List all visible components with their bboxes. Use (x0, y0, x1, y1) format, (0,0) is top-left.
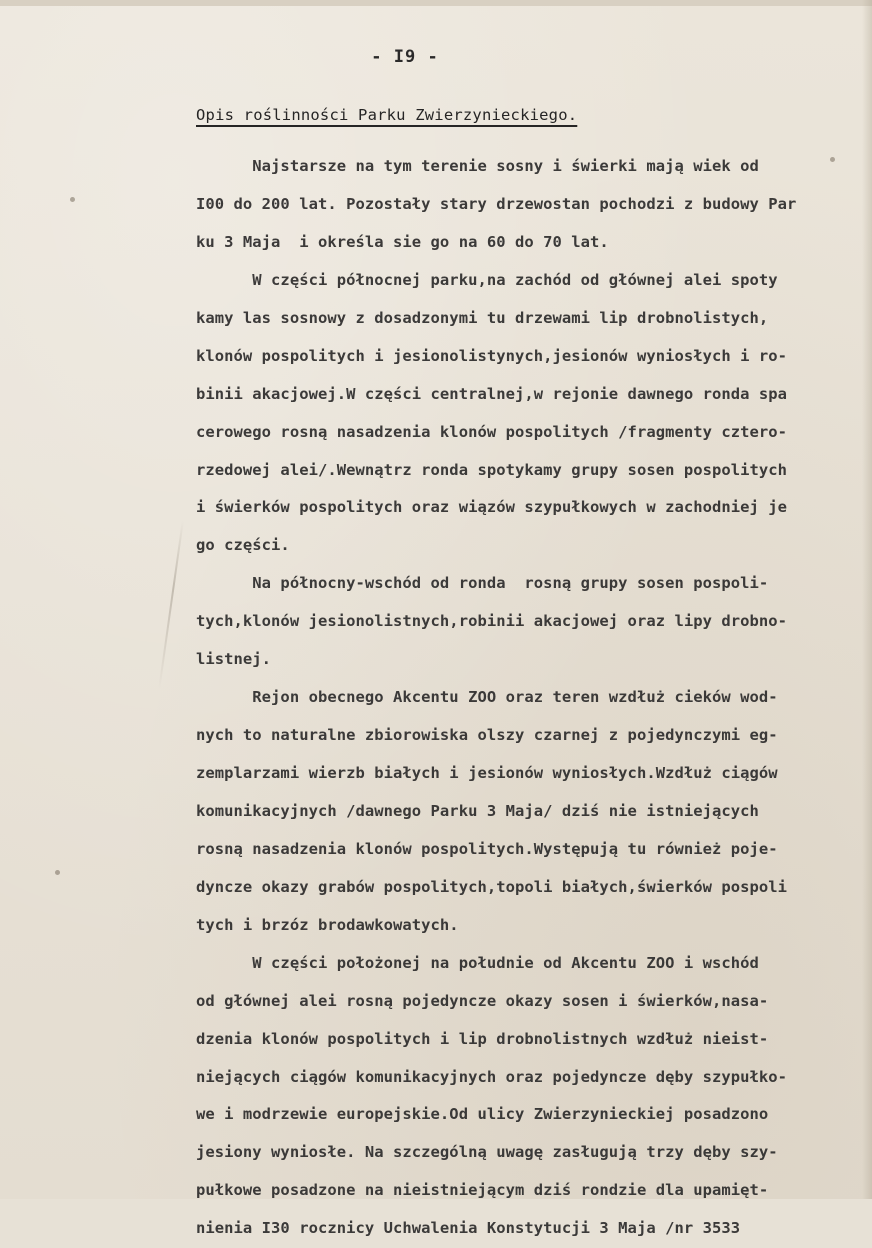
text-line: W części północnej parku,na zachód od głównej alei spoty (196, 270, 778, 289)
body-text (196, 148, 856, 1248)
paper-crease (158, 521, 184, 690)
text-line: Rejon obecnego Akcentu ZOO oraz teren wzdłuż cieków wod- (196, 688, 778, 707)
text-line: od głównej alei rosną pojedyncze okazy sosen i świerków,nasa- (196, 991, 769, 1010)
text-line: tych i brzóz brodawkowatych. (196, 915, 459, 934)
text-line: niejących ciągów komunikacyjnych oraz pojedyncze dęby szypułko- (196, 1067, 788, 1086)
paper-speck (70, 197, 75, 202)
text-line: cerowego rosną nasadzenia klonów pospolitych /fragmenty cztero- (196, 422, 788, 441)
text-line: we i modrzewie europejskie.Od ulicy Zwierzynieckiej posadzono (196, 1105, 769, 1124)
text-line: ku 3 Maja i określa sie go na 60 do 70 lat. (196, 232, 609, 251)
text-line: binii akacjowej.W części centralnej,w rejonie dawnego ronda spa (196, 384, 788, 403)
paper-speck (55, 870, 60, 875)
text-line: dyncze okazy grabów pospolitych,topoli białych,świerków pospoli (196, 877, 788, 896)
text-line: Najstarsze na tym terenie sosny i świerki mają wiek od (196, 157, 759, 175)
page-top-edge (0, 0, 872, 6)
text-line: i świerków pospolitych oraz wiązów szypułkowych w zachodniej je (196, 498, 788, 517)
text-line: pułkowe posadzone na nieistniejącym dziś rondzie dla upamięt- (196, 1181, 769, 1200)
text-line: zemplarzami wierzb białych i jesionów wyniosłych.Wzdłuż ciągów (196, 764, 778, 782)
text-line: kamy las sosnowy z dosadzonymi tu drzewami lip drobnolistych, (196, 308, 769, 327)
page-right-edge (862, 0, 872, 1199)
section-heading: Opis roślinności Parku Zwierzynieckiego. (196, 106, 578, 124)
text-line: W części położonej na południe od Akcentu ZOO i wschód (196, 953, 759, 972)
text-line: jesiony wyniosłe. Na szczególną uwagę zasługują trzy dęby szy- (196, 1143, 778, 1162)
text-line: dzenia klonów pospolitych i lip drobnolistnych wzdłuż nieist- (196, 1029, 769, 1048)
text-line: nienia I30 rocznicy Uchwalenia Konstytucji 3 Maja /nr 3533 (196, 1219, 741, 1238)
text-line: rosną nasadzenia klonów pospolitych.Występują tu również poje- (196, 839, 778, 858)
text-line: tych,klonów jesionolistnych,robinii akacjowej oraz lipy drobno- (196, 612, 788, 631)
text-line: I00 do 200 lat. Pozostały stary drzewostan pochodzi z budowy Par (196, 194, 797, 213)
text-line: listnej. (196, 650, 272, 669)
text-line: go części. (196, 536, 290, 555)
page-number: - I9 - (371, 47, 439, 67)
text-line: klonów pospolitych i jesionolistynych,jesionów wyniosłych i ro- (196, 346, 788, 365)
text-line: komunikacyjnych /dawnego Parku 3 Maja/ dziś nie istniejących (196, 801, 759, 820)
text-line: rzedowej alei/.Wewnątrz ronda spotykamy grupy sosen pospolitych (196, 460, 788, 479)
text-line: nych to naturalne zbiorowiska olszy czarnej z pojedynczymi eg- (196, 726, 778, 745)
text-line: Na północny-wschód od ronda rosną grupy sosen pospoli- (196, 574, 769, 593)
